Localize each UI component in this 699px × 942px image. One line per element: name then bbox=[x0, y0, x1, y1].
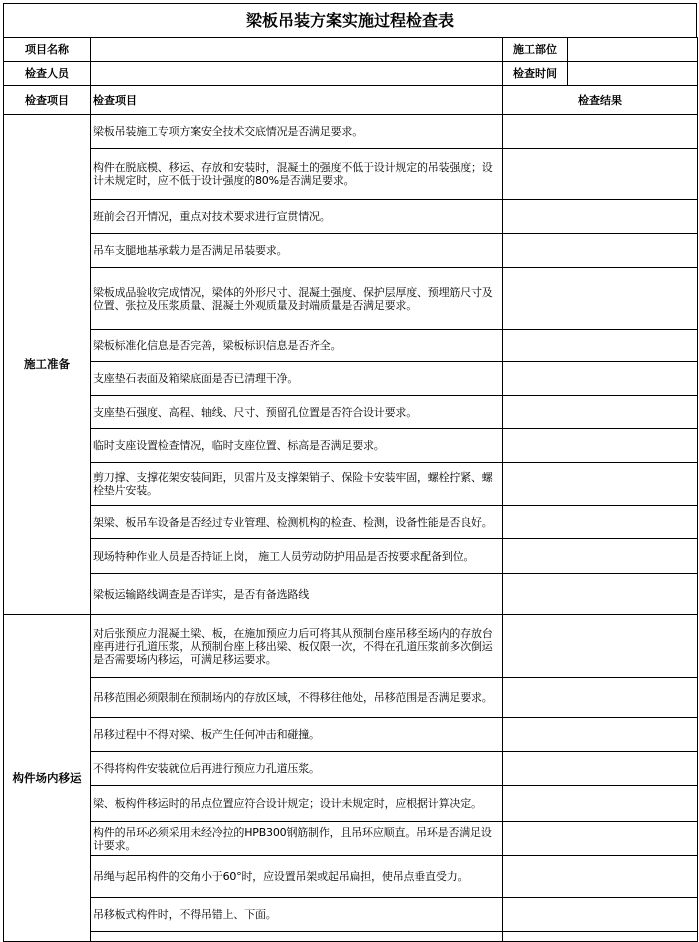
result-cell[interactable] bbox=[503, 786, 698, 822]
column-header-row bbox=[4, 86, 698, 115]
check-item: 剪刀撑、支撑花架安装间距，贝雷片及支撑架销子、保险卡安装牢固，螺栓拧紧、螺栓垫片安装。 bbox=[91, 463, 503, 506]
result-cell[interactable] bbox=[503, 678, 698, 718]
table-row bbox=[4, 463, 698, 506]
check-item: 吊移过程中不得对梁、板产生任何冲击和碰撞。 bbox=[91, 718, 503, 752]
table-row bbox=[4, 149, 698, 200]
check-item: 吊移范围必须限制在预制场内的存放区域，不得移往他处，吊移范围是否满足要求。 bbox=[91, 678, 503, 718]
inspection-table bbox=[3, 37, 698, 942]
result-cell[interactable] bbox=[503, 615, 698, 678]
check-item: 现场特种作业人员是否持证上岗， 施工人员劳动防护用品是否按要求配备到位。 bbox=[91, 539, 503, 574]
table-row bbox=[4, 396, 698, 429]
result-cell[interactable] bbox=[503, 396, 698, 429]
check-item-partial bbox=[91, 932, 503, 942]
check-item: 对后张预应力混凝土梁、板，在施加预应力后可将其从预制台座吊移至场内的存放台座再进行孔道压浆，从预制台座上移出梁、板仅限一次，不得在孔道压浆前多次倒运是否需要场内移运，可满足移运要求。 bbox=[91, 615, 503, 678]
table-row-partial bbox=[4, 932, 698, 942]
result-cell[interactable] bbox=[503, 574, 698, 615]
table-row bbox=[4, 574, 698, 615]
check-item: 梁板标准化信息是否完善，梁板标识信息是否齐全。 bbox=[91, 330, 503, 362]
result-cell[interactable] bbox=[503, 234, 698, 268]
table-row bbox=[4, 234, 698, 268]
inspector-label: 检查人员 bbox=[4, 62, 91, 86]
construction-part-label: 施工部位 bbox=[503, 38, 568, 62]
table-row bbox=[4, 429, 698, 463]
result-cell[interactable] bbox=[503, 539, 698, 574]
table-row bbox=[4, 786, 698, 822]
result-cell[interactable] bbox=[503, 898, 698, 932]
result-cell[interactable] bbox=[503, 362, 698, 396]
check-item: 构件在脱底模、移运、存放和安装时，混凝土的强度不低于设计规定的吊装强度；设计未规定时，应不低于设计强度的80%是否满足要求。 bbox=[91, 149, 503, 200]
result-cell[interactable] bbox=[503, 463, 698, 506]
column-header-category: 检查项目 bbox=[4, 86, 91, 115]
project-name-field[interactable] bbox=[91, 38, 503, 62]
check-item: 支座垫石强度、高程、轴线、尺寸、预留孔位置是否符合设计要求。 bbox=[91, 396, 503, 429]
check-item: 不得将构件安装就位后再进行预应力孔道压浆。 bbox=[91, 752, 503, 786]
result-cell[interactable] bbox=[503, 718, 698, 752]
result-cell[interactable] bbox=[503, 330, 698, 362]
result-cell-partial[interactable] bbox=[503, 932, 698, 942]
section-label-prep: 施工准备 bbox=[4, 115, 91, 615]
table-row bbox=[4, 362, 698, 396]
check-item: 吊移板式构件时，不得吊错上、下面。 bbox=[91, 898, 503, 932]
result-cell[interactable] bbox=[503, 268, 698, 330]
table-row bbox=[4, 115, 698, 149]
inspection-sheet bbox=[3, 3, 697, 942]
check-item: 吊绳与起吊构件的交角小于60°时，应设置吊架或起吊扁担，使吊点垂直受力。 bbox=[91, 856, 503, 898]
result-cell[interactable] bbox=[503, 115, 698, 149]
result-cell[interactable] bbox=[503, 200, 698, 234]
check-item: 梁板运输路线调查是否详实，是否有备选路线 bbox=[91, 574, 503, 615]
column-header-result: 检查结果 bbox=[503, 86, 698, 115]
check-item: 架梁、板吊车设备是否经过专业管理、检测机构的检查、检测，设备性能是否良好。 bbox=[91, 506, 503, 539]
inspector-field[interactable] bbox=[91, 62, 503, 86]
result-cell[interactable] bbox=[503, 856, 698, 898]
table-row bbox=[4, 718, 698, 752]
table-row bbox=[4, 752, 698, 786]
result-cell[interactable] bbox=[503, 506, 698, 539]
section-label-move: 构件场内移运 bbox=[4, 615, 91, 942]
table-row bbox=[4, 898, 698, 932]
result-cell[interactable] bbox=[503, 822, 698, 856]
table-row bbox=[4, 822, 698, 856]
sheet-title: 梁板吊装方案实施过程检查表 bbox=[3, 3, 697, 37]
table-row bbox=[4, 856, 698, 898]
header-row-inspector bbox=[4, 62, 698, 86]
check-item: 吊车支腿地基承载力是否满足吊装要求。 bbox=[91, 234, 503, 268]
check-item: 梁板吊装施工专项方案安全技术交底情况是否满足要求。 bbox=[91, 115, 503, 149]
table-row bbox=[4, 268, 698, 330]
check-item: 班前会召开情况，重点对技术要求进行宣贯情况。 bbox=[91, 200, 503, 234]
table-row bbox=[4, 330, 698, 362]
table-row bbox=[4, 678, 698, 718]
column-header-item: 检查项目 bbox=[91, 86, 503, 115]
inspection-time-field[interactable] bbox=[568, 62, 698, 86]
project-name-label: 项目名称 bbox=[4, 38, 91, 62]
check-item: 构件的吊环必须采用未经冷拉的HPB300钢筋制作，且吊环应顺直。吊环是否满足设计要求。 bbox=[91, 822, 503, 856]
header-row-project bbox=[4, 38, 698, 62]
check-item: 梁板成品验收完成情况，梁体的外形尺寸、混凝土强度、保护层厚度、预埋筋尺寸及位置、张拉及压浆质量、混凝土外观质量及封端质量是否满足要求。 bbox=[91, 268, 503, 330]
table-row bbox=[4, 200, 698, 234]
construction-part-field[interactable] bbox=[568, 38, 698, 62]
table-row bbox=[4, 539, 698, 574]
result-cell[interactable] bbox=[503, 429, 698, 463]
check-item: 临时支座设置检查情况，临时支座位置、标高是否满足要求。 bbox=[91, 429, 503, 463]
result-cell[interactable] bbox=[503, 752, 698, 786]
check-item: 支座垫石表面及箱梁底面是否已清理干净。 bbox=[91, 362, 503, 396]
check-item: 梁、板构件移运时的吊点位置应符合设计规定；设计未规定时，应根据计算决定。 bbox=[91, 786, 503, 822]
table-row bbox=[4, 506, 698, 539]
table-row bbox=[4, 615, 698, 678]
inspection-time-label: 检查时间 bbox=[503, 62, 568, 86]
result-cell[interactable] bbox=[503, 149, 698, 200]
